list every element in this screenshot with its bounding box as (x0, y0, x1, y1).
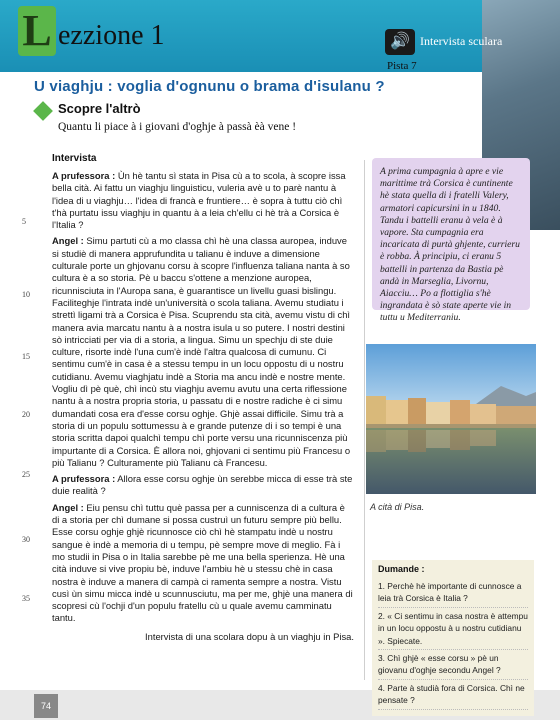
question-item: 3. Chì ghjè « esse corsu » pè un giovanu d'oghje secondu Angel ? (378, 650, 528, 680)
paragraph-text: Simu partuti cù a mo classa chì hè una classa auropea, induve si studiè di manera apprufundita u talianu è induve a dimensione culturale porte un ghjovanu corsu à scopre l'influenza taliana nanta à so cultura è a so storia. Pè u baccu s'ottene a menzione auropea, ricunnisciuta in l'Auropa sana, è guarantisce un livellu guasi bislingu. Faciliteghje l'intrata indè un'università o scola taliana. Avemu studiatu i strettì ligami trà a Corsica è Pisa. Scuprendu sta cità, avemu vistu di chì manera avia marcatu nantu à a nostra isula u so putere. I nostri destini sò intricciati per via di a storia, a lingua. Simu un spechju di ste duie culture, risorte indè l'una cum'è indè l'altra qualcosa di cumunu. Ci sentimu cum'è in casa è a stessu tempu in un locu oppostu di u nostru cutidianu. Avemu viaghjatu indè a Storia ma ancu indè e nostre mente. Vogliu dì pè què, chì incù stu viaghju avemu avutu una certa riflessione nantu à a nostra propria storia, u passatu di e nostre radiche è ci simu dumandati cosa era d'esse corsu oghje. Ghjè assai difficile. Simu trà a storia di un populu sottumessu à e grande putenze di i so tempi è una storia scritta dapoi qualchì tempu chì porte versu una ricunniscenza più impurtante di a Corsica. È allora noi, ghjovani ci sentimu più Francesu o più Talianu ? Culturamente più Talianu cà Francesu. (52, 235, 351, 468)
interview-text (52, 170, 354, 647)
paragraph (52, 170, 354, 231)
line-number: 20 (22, 410, 30, 419)
paragraph (52, 473, 354, 498)
photo-caption: A cità di Pisa. (370, 502, 425, 512)
section-label: Intervista sculara (420, 34, 503, 48)
paragraph (52, 502, 354, 625)
audio-icon[interactable]: 🔊 (385, 29, 415, 55)
interview-label: Intervista (52, 153, 97, 164)
paragraph-text: Eiu pensu chì tuttu què passa per a cunniscenza di a cultura è di a storia per chì dumane si possa custruì un futuru sempre più bellu. Esse corsu oghje ghjè ricunnosce ciò chì hè stampatu indè u nostru sangue è indè a memoria di u tempu, pè sempre move di meglio. Fà i mo studii in Pisa o in Italia sarebbe pè me una bella sperienza. Hè una cità induve si vive propiu bè, induve l'ambiu hè u stessu chè in casa nostra è induve a manera di campà ci ramenta sempre a nostra. Vistu cusì ùn simu micca indè u scunnusciutu, ma per me, ghjè una manera di scopresi cù l'ochji d'un populu fratellu cù u quale avemu camminatu tantu. (52, 501, 353, 624)
page-title: U viaghju : voglia d'ognunu o brama d'isulanu ? (34, 78, 385, 95)
questions-title: Dumande : (378, 564, 425, 574)
pisa-photo (366, 344, 536, 494)
line-number: 35 (22, 594, 30, 603)
speaker: Angel : (52, 235, 84, 247)
track-label: Pista 7 (387, 60, 417, 72)
pisa-photo-illustration (366, 344, 536, 494)
question-item: 1. Perchè hè importante di cunnosce a leia trà Corsica è Italia ? (378, 578, 528, 608)
line-number: 10 (22, 290, 30, 299)
questions-box (372, 560, 534, 716)
line-number: 30 (22, 535, 30, 544)
speaker: Angel : (52, 501, 84, 513)
paragraph (52, 235, 354, 469)
line-number: 25 (22, 470, 30, 479)
closing-line: Intervista di una scolara dopu à un viaghju in Pisa. (145, 630, 354, 642)
speaker: A prufessora : (52, 473, 116, 485)
subsection-text: Quantu li piace à i giovani d'oghje à passà èà vene ! (58, 121, 297, 133)
page-number: 74 (34, 694, 58, 718)
subsection-title: Scopre l'altrò (58, 101, 141, 116)
info-box: A prima cumpagnia à apre e vie marittime trà Corsica è cuntinente hè stata quella di i fratelli Valery, armatori capicursini in u 1840. Tandu i battelli eranu à vela è à vapore. Sta cumpagnia era incaricata di purtà ghjente, currieru è robba. À principiu, ci eranu 5 battelli in partenza da Bastia pè andà in Marseglia, Livornu, Aiacciu… Po a flottiglia s'hè ingrandata è sò state aperte vie in tuttu u Mediterraniu. (372, 158, 530, 310)
column-divider (364, 160, 365, 680)
question-item: 4. Parte à studià fora di Corsica. Chì ne pensate ? (378, 680, 528, 710)
lesson-title: ezzione 1 (58, 20, 165, 51)
question-item: 2. « Ci sentimu in casa nostra è attempu in un locu oppostu à u nostru cutidianu ». Spiecate. (378, 608, 528, 650)
lesson-logo: L (18, 6, 56, 56)
line-number: 5 (22, 217, 26, 226)
paragraph-text: Allora esse corsu oghje ùn serebbe micca di esse trà ste duie realità ? (52, 473, 353, 497)
line-number: 15 (22, 352, 30, 361)
speaker: A prufessora : (52, 170, 116, 181)
diamond-bullet-icon (33, 101, 53, 121)
paragraph-text: Ùn hè tantu sì stata in Pisa cù a to scola, à scopre issa bella cità. Ai fattu un viaghju linguisticu, vuleria avè u to parè nantu à l'idea di u viaghju… l'idea di francà e fruntiere… è sopra à tuttu ciò chì t'hà purtatu issu viaghju in quantu à a leia ch'ellu ci hè trà a Corsica è l'Italia ? (52, 170, 346, 231)
